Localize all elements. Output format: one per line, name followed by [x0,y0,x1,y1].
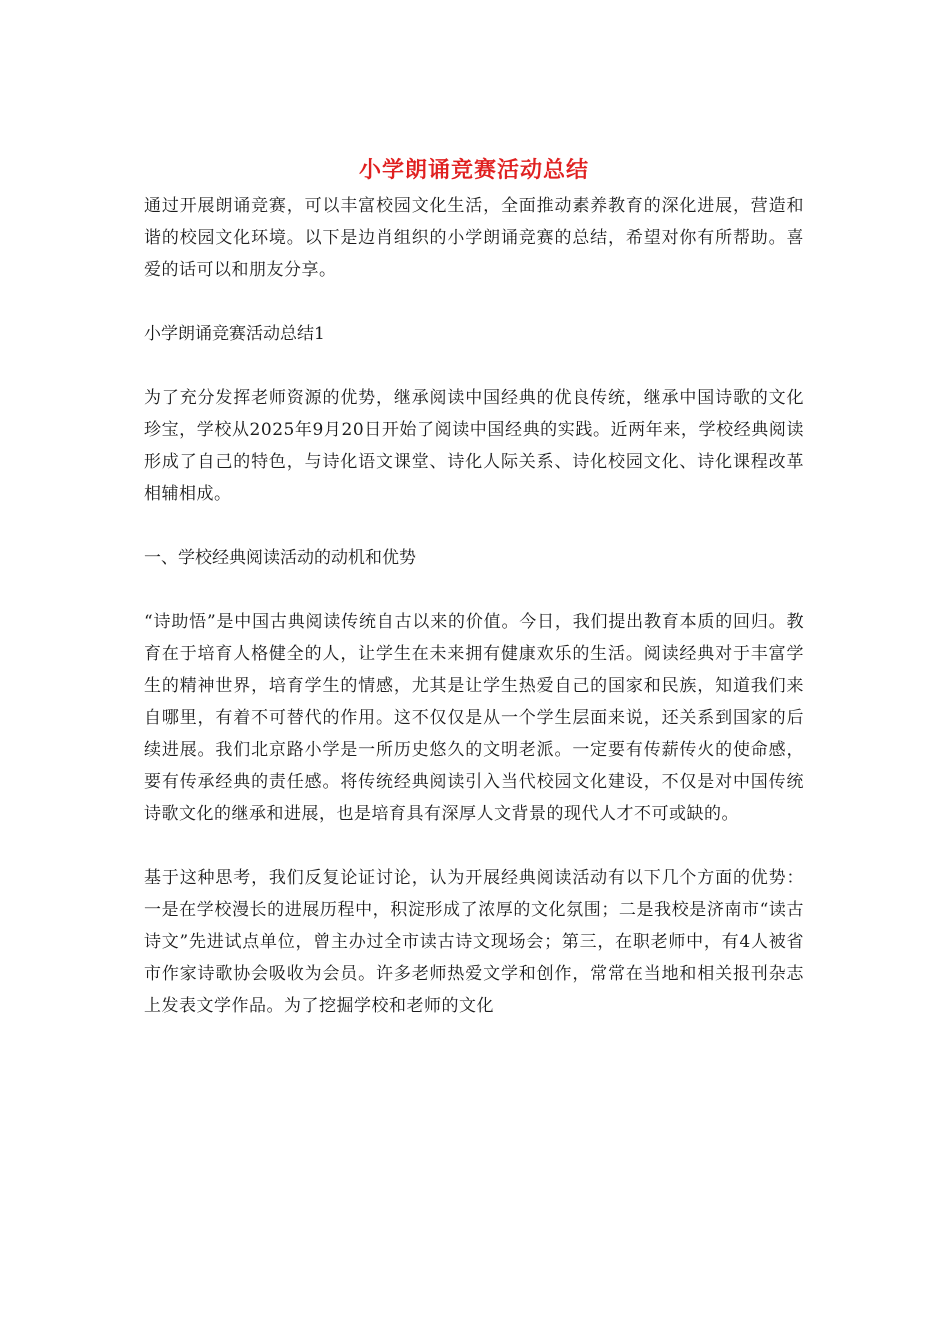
paragraph-2: “诗助悟”是中国古典阅读传统自古以来的价值。今日，我们提出教育本质的回归。教育在于培育人格健全的人，让学生在未来拥有健康欢乐的生活。阅读经典对于丰富学生的精神世界，培育学生的情感，尤其是让学生热爱自己的国家和民族，知道我们来自哪里，有着不可替代的作用。这不仅仅是从一个学生层面来说，还关系到国家的后续进展。我们北京路小学是一所历史悠久的文明老派。一定要有传薪传火的使命感，要有传承经典的责任感。将传统经典阅读引入当代校园文化建设，不仅是对中国传统诗歌文化的继承和进展，也是培育具有深厚人文背景的现代人才不可或缺的。 [144,612,804,824]
spacer [144,830,804,862]
intro-paragraph: 通过开展朗诵竞赛，可以丰富校园文化生活，全面推动素养教育的深化进展，营造和谐的校园文化环境。以下是边肖组织的小学朗诵竞赛的总结，希望对你有所帮助。喜爱的话可以和朋友分享。 [144,196,804,280]
paragraph-3: 基于这种思考，我们反复论证讨论，认为开展经典阅读活动有以下几个方面的优势：一是在学校漫长的进展历程中，积淀形成了浓厚的文化氛围；二是我校是济南市“读古诗文”先进试点单位，曾主办过全市读古诗文现场会；第三，在职老师中，有4人被省市作家诗歌协会吸收为会员。许多老师热爱文学和创作，常常在当地和相关报刊杂志上发表文学作品。为了挖掘学校和老师的文化 [144,868,804,1016]
spacer [144,286,804,318]
spacer [144,510,804,542]
section-title: 小学朗诵竞赛活动总结1 [144,324,325,344]
heading-1: 一、学校经典阅读活动的动机和优势 [144,548,416,568]
document-title: 小学朗诵竞赛活动总结 [358,157,589,183]
spacer [144,574,804,606]
document-page [144,150,804,1022]
paragraph-1: 为了充分发挥老师资源的优势，继承阅读中国经典的优良传统，继承中国诗歌的文化珍宝，学校从2025年9月20日开始了阅读中国经典的实践。近两年来，学校经典阅读形成了自己的特色，与诗化语文课堂、诗化人际关系、诗化校园文化、诗化课程改革相辅相成。 [144,388,804,504]
spacer [144,350,804,382]
